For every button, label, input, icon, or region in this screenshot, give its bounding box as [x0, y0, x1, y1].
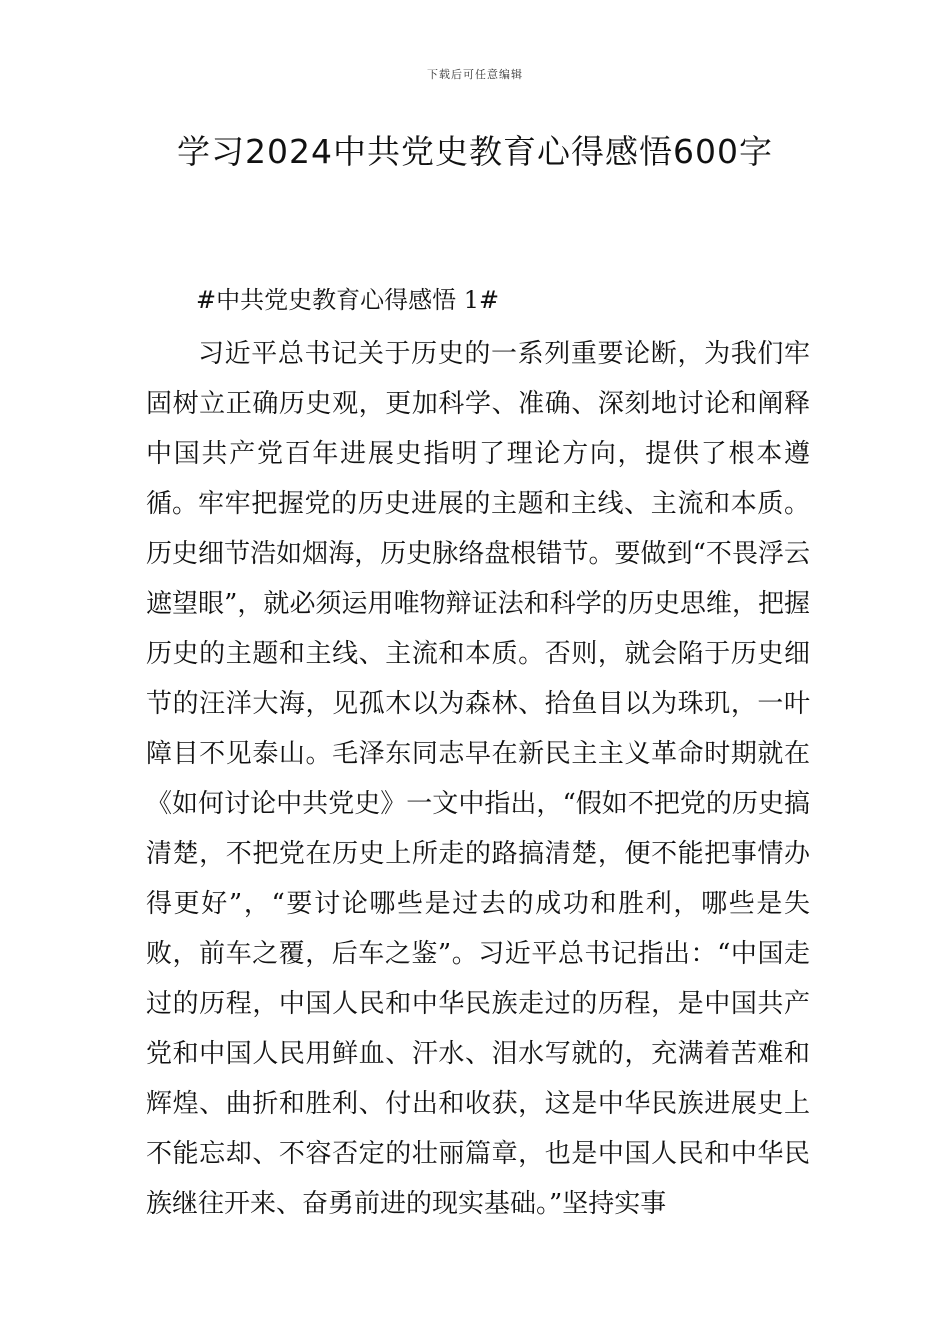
document-title: 学习2024中共党史教育心得感悟600字: [177, 132, 773, 171]
header-note: 下载后可任意编辑: [427, 68, 523, 81]
body-paragraph-2: 牢牢把握党的历史进展的主题和主线、主流和本质。历史细节浩如烟海，历史脉络盘根错节。要做到“不畏浮云遮望眼”，就必须运用唯物辩证法和科学的历史思维，把握历史的主题和主线、主流和本质。否则，就会陷于历史细节的汪洋大海，见孤木以为森林、拾鱼目以为珠玑，一叶障目不见泰山。毛泽东同志早在新民主主义革命时期就在《如何讨论中共党史》一文中指出，“假如不把党的历史搞清楚，不把党在历史上所走的路搞清楚，便不能把事情办得更好”，“要讨论哪些是过去的成功和胜利，哪些是失败，前车之覆，后车之鉴”。习近平总书记指出：“中国走过的历程，中国人民和中华民族走过的历程，是中国共产党和中国人民用鲜血、汗水、泪水写就的，充满着苦难和辉煌、曲折和胜利、付出和收获，这是中华民族进展史上不能忘却、不容否定的壮丽篇章，也是中国人民和中华民族继往开来、奋勇前进的现实基础。”坚持实事: [146, 489, 810, 1219]
section-heading: #中共党史教育心得感悟 1#: [196, 286, 500, 314]
body-paragraph-1: 习近平总书记关于历史的一系列重要论断，为我们牢固树立正确历史观，更加科学、准确、深刻地讨论和阐释中国共产党百年进展史指明了理论方向，提供了根本遵循。: [146, 339, 810, 519]
